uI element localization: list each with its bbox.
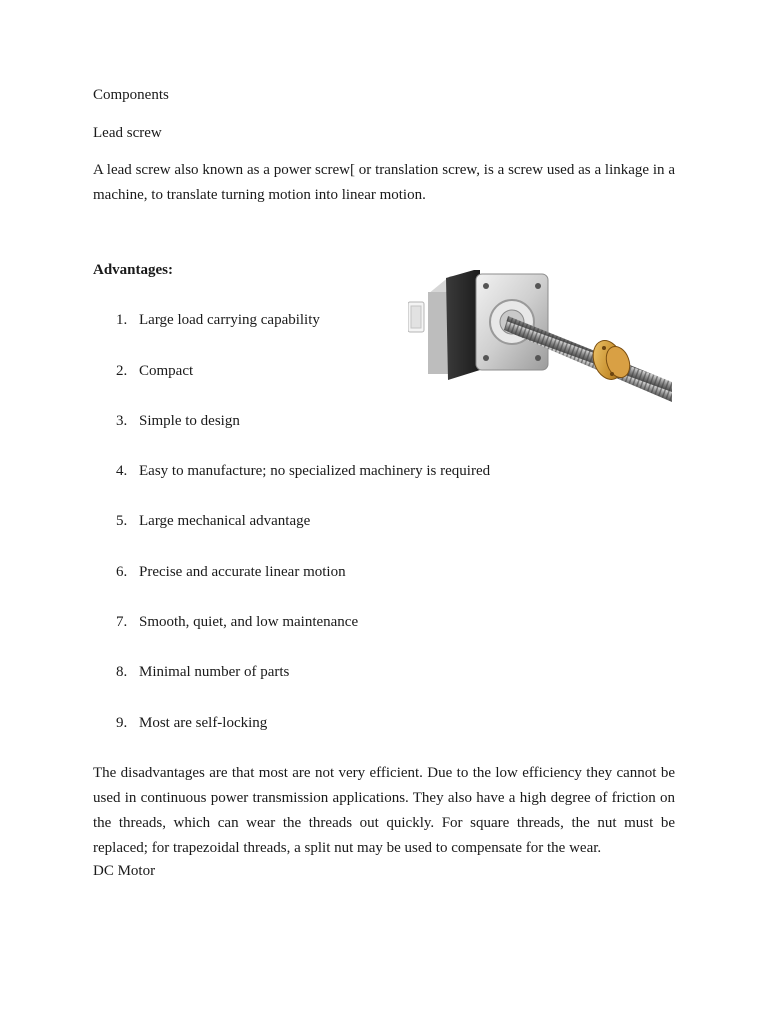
list-text: Easy to manufacture; no specialized machinery is required bbox=[139, 463, 491, 479]
section-heading: Components bbox=[93, 87, 169, 103]
next-section-heading: DC Motor bbox=[93, 863, 156, 879]
disadvantages-paragraph: The disadvantages are that most are not very efficient. Due to the low efficiency they cannot be used in continuous power transmission applications. They also have a high degree of friction on the threads, which can wear the threads out quickly. For square threads, the nut must be replaced; for trapezoidal threads, a split nut may be used to compensate for the wear. bbox=[93, 765, 675, 856]
list-item bbox=[116, 715, 267, 732]
list-text: Smooth, quiet, and low maintenance bbox=[139, 614, 359, 630]
list-number: 8. bbox=[116, 664, 128, 680]
list-number: 2. bbox=[116, 363, 128, 379]
list-item bbox=[116, 664, 289, 681]
list-text: Simple to design bbox=[139, 413, 240, 429]
list-text: Large load carrying capability bbox=[139, 312, 320, 328]
intro-paragraph: A lead screw also known as a power screw[ or translation screw, is a screw used as a linkage in a machine, to translate turning motion into linear motion. bbox=[93, 162, 675, 203]
list-text: Minimal number of parts bbox=[139, 664, 290, 680]
subsection-heading: Lead screw bbox=[93, 125, 162, 141]
list-item bbox=[116, 513, 310, 530]
stepper-motor-lead-screw-image bbox=[408, 264, 672, 409]
list-number: 5. bbox=[116, 513, 128, 529]
advantages-title: Advantages: bbox=[93, 262, 174, 278]
list-number: 9. bbox=[116, 715, 128, 731]
list-number: 7. bbox=[116, 614, 128, 630]
list-item bbox=[116, 614, 358, 631]
list-text: Most are self-locking bbox=[139, 715, 268, 731]
list-item bbox=[116, 463, 490, 480]
list-text: Compact bbox=[139, 363, 194, 379]
list-number: 4. bbox=[116, 463, 128, 479]
list-text: Large mechanical advantage bbox=[139, 513, 311, 529]
list-item bbox=[116, 363, 193, 380]
list-text: Precise and accurate linear motion bbox=[139, 564, 346, 580]
list-item bbox=[116, 413, 240, 430]
list-number: 1. bbox=[116, 312, 128, 328]
list-number: 6. bbox=[116, 564, 128, 580]
list-item bbox=[116, 312, 320, 329]
list-number: 3. bbox=[116, 413, 128, 429]
list-item bbox=[116, 564, 346, 581]
